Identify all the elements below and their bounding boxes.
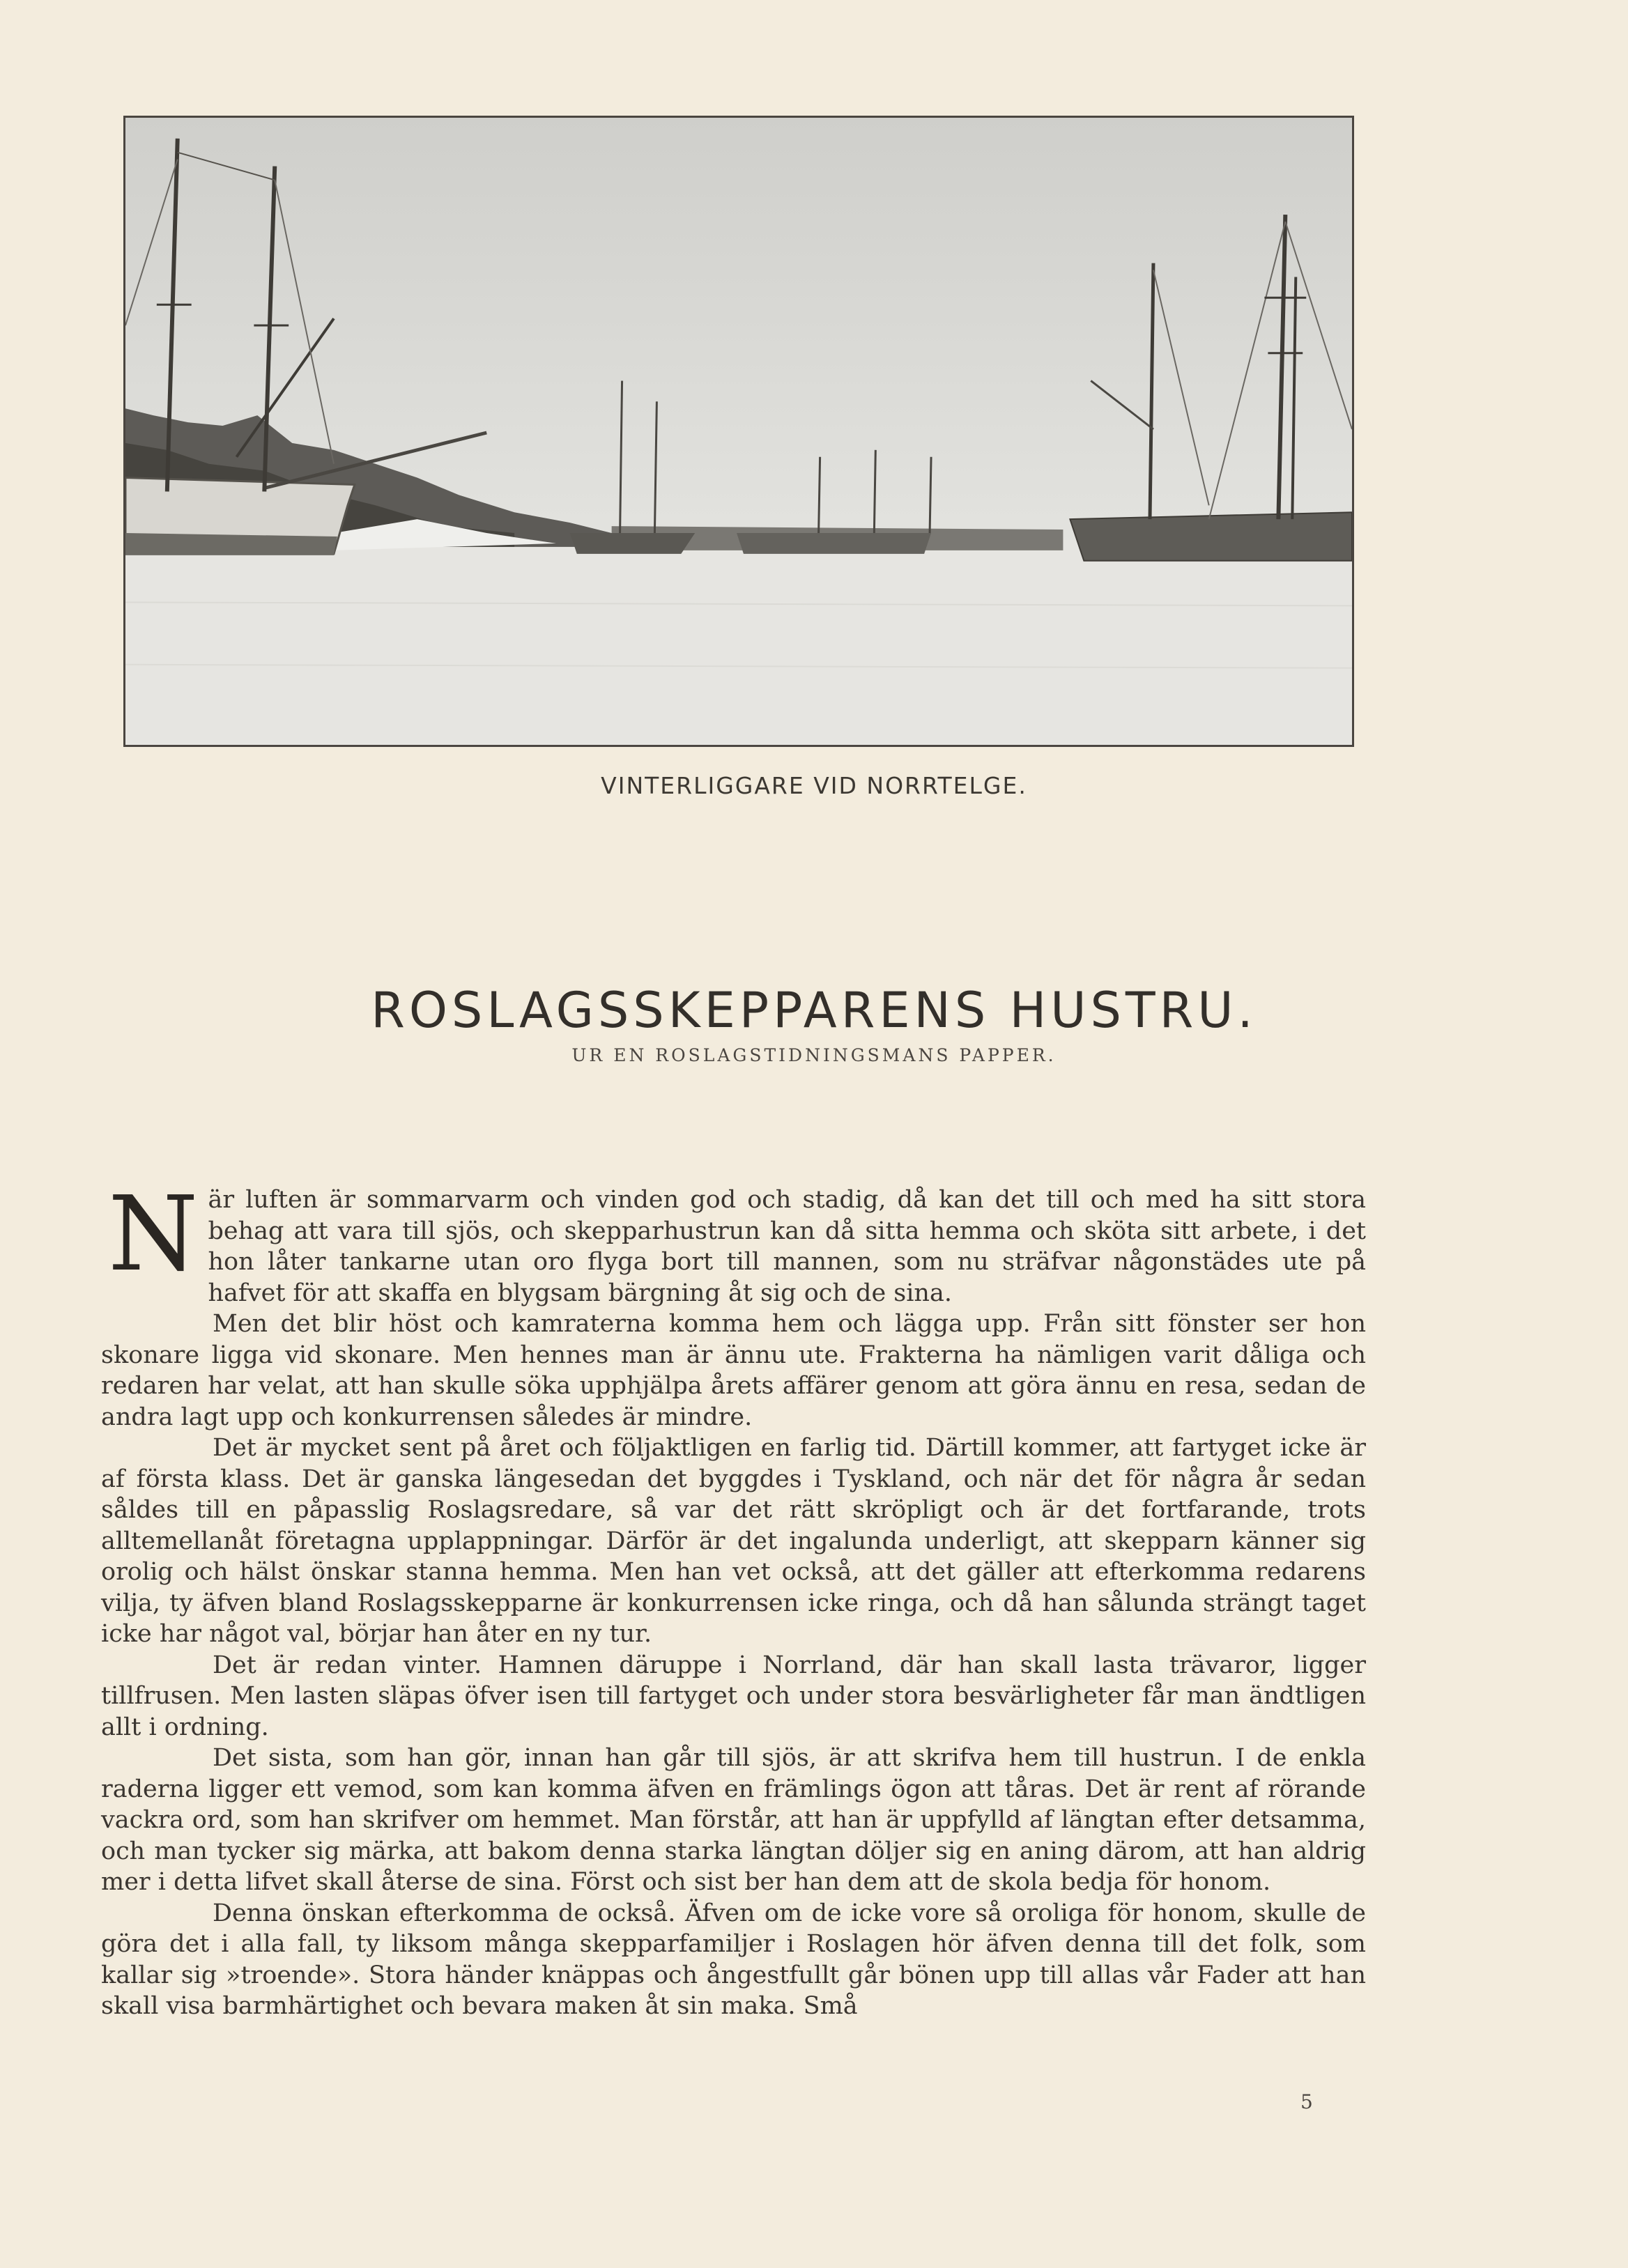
paragraph: Det är mycket sent på året och följaktligen en farlig tid. Därtill kommer, att fartyget icke är af första klass. Det är ganska längesedan det byggdes i Tyskland, och när det för några år sedan såldes till en påpasslig Roslagsredare, så var det rätt skröpligt och är det fortfarande, trots alltemellanåt företagna upplappningar. Därför är det ingalunda underligt, att skepparn känner sig orolig och hälst önskar stanna hemma. Men han vet också, att det gäller att efterkomma redarens vilja, ty äfven bland Roslagsskepparne är konkurrensen icke ringa, och då han sålunda strängt taget icke har något val, börjar han åter en ny tur. [101, 1434, 1366, 1648]
paragraph: Det sista, som han gör, innan han går till sjös, är att skrifva hem till hustrun. I de enkla raderna ligger ett vemod, som kan komma äfven en främlings ögon att tåras. Det är rent af rörande vackra ord, som han skrifver om hemmet. Man förstår, att han är uppfylld af längtan efter detsamma, och man tycker sig märka, att bakom denna starka längtan döljer sig en aning därom, att han aldrig mer i detta lifvet skall återse de sina. Först och sist ber han dem att de skola bedja för honom. [101, 1744, 1366, 1896]
drop-cap: N [108, 1174, 199, 1294]
article-title: ROSLAGSSKEPPARENS HUSTRU. [371, 981, 1257, 1039]
paragraph-text: är luften är sommarvarm och vinden god och stadig, då kan det till och med ha sitt stora behag att vara till sjös, och skepparhustrun kan då sitta hemma och sköta sitt arbete, i det hon låter tankarne utan oro flyga bort till mannen, som nu sträfvar någonstädes ute på hafvet för att skaffa en blygsam bärgning åt sig och de sina. [208, 1186, 1366, 1307]
paragraph: Denna önskan efterkomma de också. Äfven om de icke vore så oroliga för honom, skulle de göra det i alla fall, ty liksom många skepparfamiljer i Roslagen hör äfven denna till det folk, som kallar sig »troende». Stora händer knäppas och ångestfullt går bönen upp till allas vår Fader att han skall visa barmhärtighet och bevara maken åt sin maka. Små [101, 1899, 1366, 2020]
ships-in-ice-illustration [125, 118, 1352, 745]
page-number: 5 [1300, 2090, 1313, 2113]
paragraph: Det är redan vinter. Hamnen däruppe i Norrland, där han skall lasta trävaror, ligger tillfrusen. Men lasten släpas öfver isen till fartyget och under stora besvärligheter får man ändtligen allt i ordning. [101, 1651, 1366, 1741]
paragraph: Men det blir höst och kamraterna komma hem och lägga upp. Från sitt fönster ser hon skonare ligga vid skonare. Men hennes man är ännu ute. Frakterna ha nämligen varit dåliga och redaren har velat, att han skulle söka upphjälpa årets affärer genom att göra ännu en resa, sedan de andra lagt upp och konkurrensen således är mindre. [101, 1310, 1366, 1431]
article-subtitle: UR EN ROSLAGSTIDNINGSMANS PAPPER. [571, 1045, 1057, 1065]
paragraph [101, 1174, 1366, 1309]
article-body [101, 1174, 1366, 2022]
photo-caption: VINTERLIGGARE VID NORRTELGE. [601, 772, 1027, 799]
photograph-wintering-ships [123, 116, 1354, 747]
